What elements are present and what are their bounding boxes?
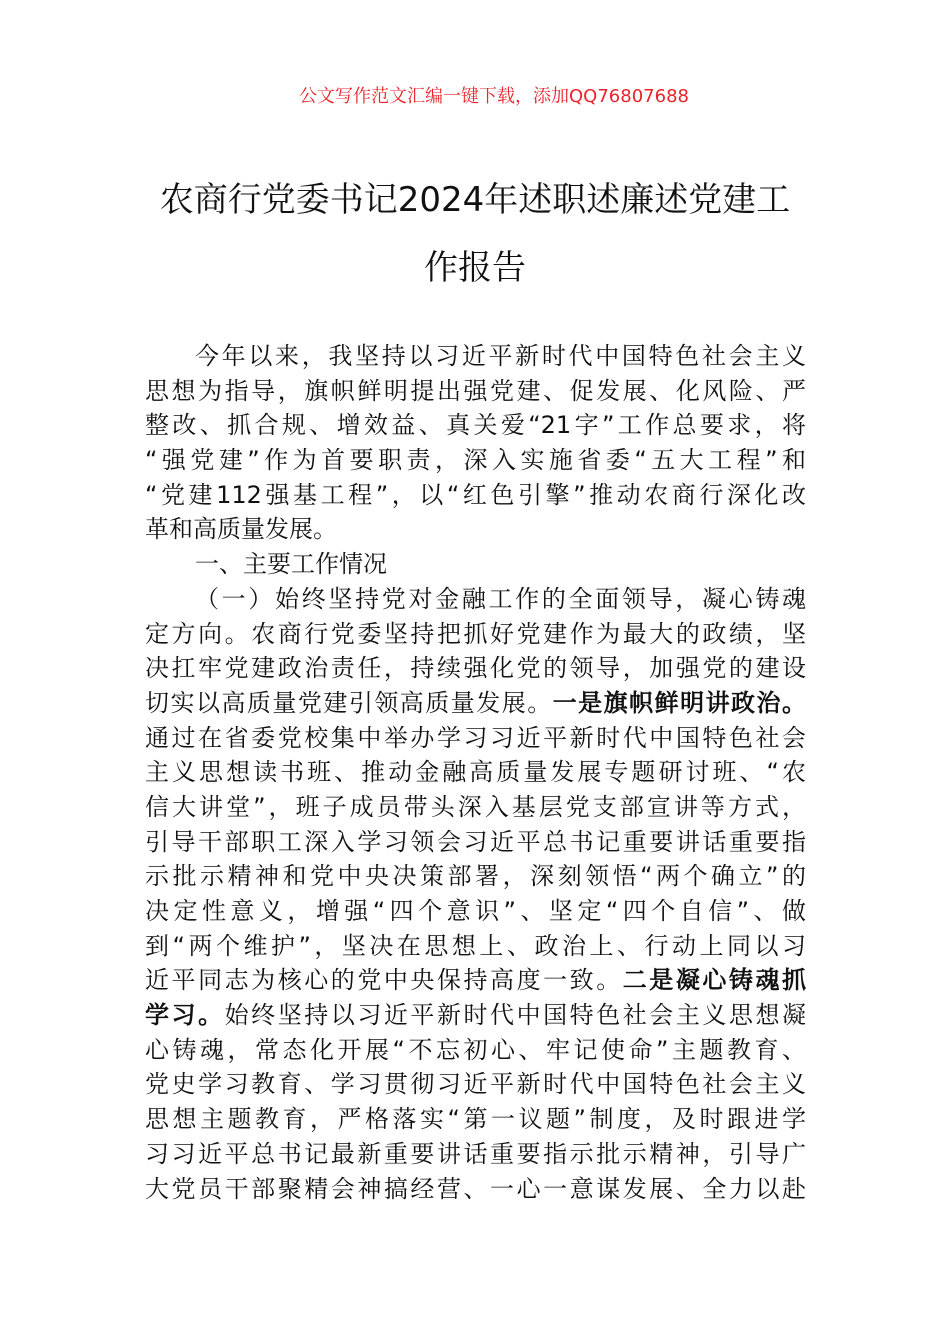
body-text: “党建112强基工程”，以“红色引擎”推动农商行深化改 [145, 480, 806, 509]
paragraph-line [145, 339, 806, 374]
paragraph-line [145, 929, 806, 964]
paragraph-line [145, 443, 806, 478]
body-text: 思想主题教育，严格落实“第一议题”制度，及时跟进学 [145, 1105, 806, 1134]
paragraph-line [145, 1033, 806, 1068]
paragraph-line [145, 1067, 806, 1102]
body-text: （一）始终坚持党对金融工作的全面领导，凝心铸魂 [195, 584, 806, 613]
body-text: 整改、抓合规、增效益、真关爱“21字”工作总要求，将 [145, 411, 806, 440]
body-text: 大党员干部聚精会神搞经营、一心一意谋发展、全力以赴 [145, 1174, 806, 1203]
paragraph-line [145, 686, 806, 721]
paragraph-line [145, 1172, 806, 1207]
body-text: 主义思想读书班、推动金融高质量发展专题研讨班、“农 [145, 758, 806, 787]
body-text: 革和高质量发展。 [145, 515, 337, 544]
paragraph-line [145, 617, 806, 652]
paragraph-line [145, 651, 806, 686]
body-text: 决定性意义，增强“四个意识”、坚定“四个自信”、做 [145, 897, 806, 925]
body-text: 信大讲堂”，班子成员带头深入基层党支部宣讲等方式， [145, 792, 806, 821]
bold-heading-text: 一是旗帜鲜明讲政治。 [552, 688, 807, 717]
paragraph-line [145, 755, 806, 790]
paragraph-line [145, 547, 806, 582]
paragraph-line [145, 721, 806, 756]
body-text: 引导干部职工深入学习领会习近平总书记重要讲话重要指 [145, 827, 806, 856]
body-text: 近平同志为核心的党中央保持高度一致。 [145, 966, 623, 995]
paragraph-line [145, 478, 806, 513]
paragraph-line [145, 374, 806, 409]
body-text: 思想为指导，旗帜鲜明提出强党建、促发展、化风险、严 [145, 376, 806, 405]
paragraph-line [145, 963, 806, 998]
body-text: 通过在省委党校集中举办学习习近平新时代中国特色社会 [145, 723, 806, 752]
body-text: 心铸魂，常态化开展“不忘初心、牢记使命”主题教育、 [145, 1035, 806, 1064]
body-text: 决扛牢党建政治责任，持续强化党的领导，加强党的建设 [145, 654, 806, 683]
paragraph-line [145, 998, 806, 1033]
paragraph-line [145, 1102, 806, 1137]
body-text: 定方向。农商行党委坚持把抓好党建作为最大的政绩，坚 [145, 619, 806, 648]
bold-heading-text: 二是凝心铸魂抓 [622, 966, 806, 995]
paragraph-line [145, 790, 806, 825]
watermark-banner: 公文写作范文汇编一键下载，添加QQ76807688 [299, 86, 689, 107]
body-text: “强党建”作为首要职责，深入实施省委“五大工程”和 [145, 446, 806, 475]
paragraph-line [145, 1137, 806, 1172]
paragraph-line [145, 825, 806, 860]
body-text: 到“两个维护”，坚决在思想上、政治上、行动上同以习 [145, 931, 806, 960]
body-text: 今年以来，我坚持以习近平新时代中国特色社会主义 [195, 342, 806, 370]
document-body [145, 339, 806, 1206]
body-text: 始终坚持以习近平新时代中国特色社会主义思想凝 [224, 1001, 806, 1030]
paragraph-line [145, 894, 806, 929]
paragraph-line [145, 582, 806, 617]
body-text: 习习近平总书记最新重要讲话重要指示批示精神，引导广 [145, 1139, 806, 1168]
body-text: 党史学习教育、学习贯彻习近平新时代中国特色社会主义 [145, 1070, 806, 1099]
body-text: 切实以高质量党建引领高质量发展。 [145, 688, 553, 717]
document-title-line-2: 作报告 [424, 248, 526, 288]
paragraph-line [145, 859, 806, 894]
paragraph-line [145, 408, 806, 443]
document-title-line-1: 农商行党委书记2024年述职述廉述党建工 [159, 180, 791, 220]
body-text: 示批示精神和党中央决策部署，深刻领悟“两个确立”的 [145, 862, 806, 891]
bold-heading-text: 学习。 [145, 1001, 225, 1030]
body-text: 一、主要工作情况 [195, 550, 387, 579]
paragraph-line [145, 512, 806, 547]
